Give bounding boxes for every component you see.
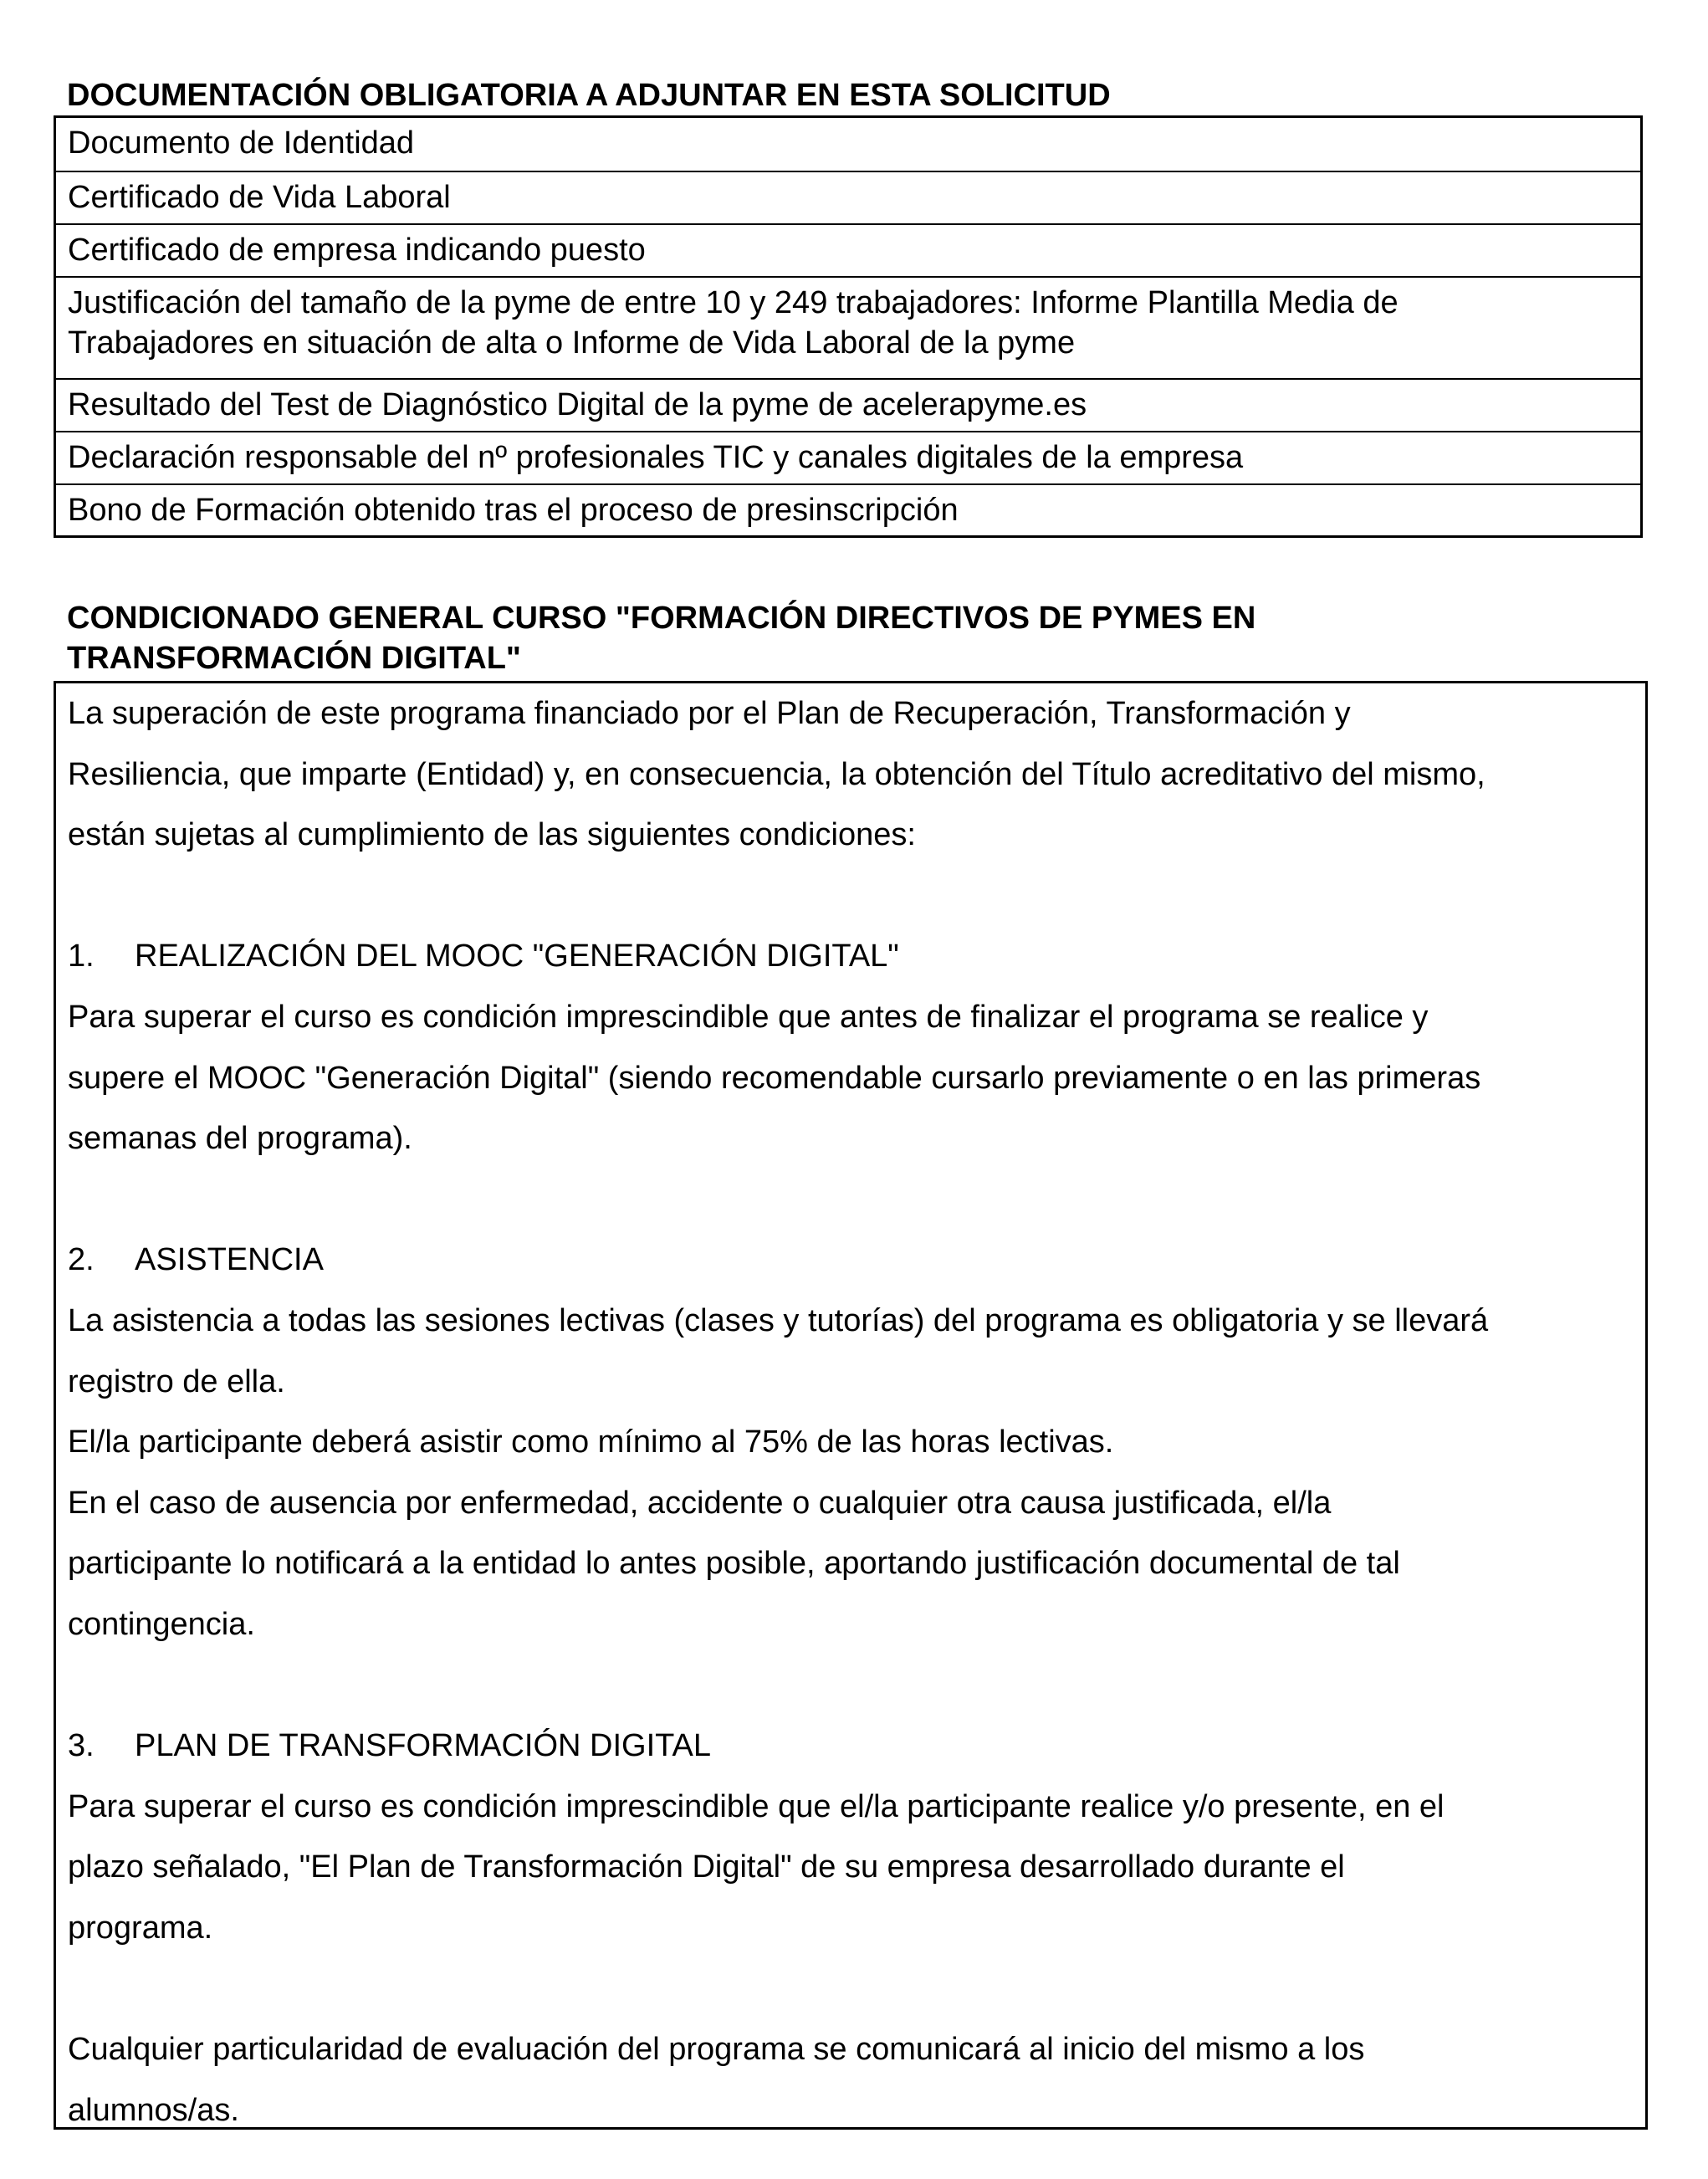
section-line: participante lo notificará a la entidad lo antes posible, aportando justificación documental de tal xyxy=(68,1546,1400,1582)
section-line: semanas del programa). xyxy=(68,1121,412,1157)
section-line: El/la participante deberá asistir como mínimo al 75% de las horas lectivas. xyxy=(68,1425,1114,1460)
row-text: Certificado de Vida Laboral xyxy=(68,180,451,215)
section-title-text: PLAN DE TRANSFORMACIÓN DIGITAL xyxy=(135,1728,712,1764)
section-number: 3. xyxy=(68,1728,95,1764)
row-text: Bono de Formación obtenido tras el proceso de presinscripción xyxy=(68,493,959,528)
conditions-heading-line: CONDICIONADO GENERAL CURSO "FORMACIÓN DIRECTIVOS DE PYMES EN xyxy=(67,601,1256,636)
section-line: plazo señalado, "El Plan de Transformación Digital" de su empresa desarrollado durante el xyxy=(68,1849,1345,1885)
section-title xyxy=(68,1230,1634,1291)
blank-line xyxy=(68,1169,1634,1230)
closing-line: alumnos/as. xyxy=(68,2092,239,2128)
section-line: contingencia. xyxy=(68,1606,255,1642)
section-line: Para superar el curso es condición imprescindible que el/la participante realice y/o presente, en el xyxy=(68,1788,1445,1824)
table-row xyxy=(56,223,1640,276)
section-title xyxy=(68,1716,1634,1777)
section-line: programa. xyxy=(68,1910,213,1946)
row-text: Resultado del Test de Diagnóstico Digital de la pyme de acelerapyme.es xyxy=(68,387,1087,422)
blank-line xyxy=(68,866,1634,927)
documentation-heading: DOCUMENTACIÓN OBLIGATORIA A ADJUNTAR EN ESTA SOLICITUD xyxy=(67,78,1111,113)
table-row xyxy=(56,171,1640,223)
section-line: registro de ella. xyxy=(68,1363,285,1399)
closing-line: Cualquier particularidad de evaluación del programa se comunicará al inicio del mismo a los xyxy=(68,2032,1365,2068)
documentation-table xyxy=(54,115,1643,538)
section-line: Para superar el curso es condición imprescindible que antes de finalizar el programa se realice y xyxy=(68,999,1429,1035)
section-line: La asistencia a todas las sesiones lectivas (clases y tutorías) del programa es obligatoria y se llevará xyxy=(68,1302,1489,1338)
table-row xyxy=(56,118,1640,171)
row-text: Declaración responsable del nº profesionales TIC y canales digitales de la empresa xyxy=(68,440,1244,475)
section-line: En el caso de ausencia por enfermedad, accidente o cualquier otra causa justificada, el/la xyxy=(68,1485,1332,1521)
section-title-text: REALIZACIÓN DEL MOOC "GENERACIÓN DIGITAL" xyxy=(135,939,899,974)
row-text: Justificación del tamaño de la pyme de entre 10 y 249 trabajadores: Informe Plantilla Media de xyxy=(68,285,1399,320)
blank-line xyxy=(68,1655,1634,1716)
row-text: Trabajadores en situación de alta o Informe de Vida Laboral de la pyme xyxy=(68,325,1076,361)
table-row xyxy=(56,276,1640,378)
row-text: Certificado de empresa indicando puesto xyxy=(68,233,646,268)
table-row xyxy=(56,378,1640,431)
section-number: 1. xyxy=(68,939,95,974)
section-title-text: ASISTENCIA xyxy=(135,1242,324,1278)
intro-line: Resiliencia, que imparte (Entidad) y, en consecuencia, la obtención del Título acreditativo del mismo, xyxy=(68,756,1486,792)
section-number: 2. xyxy=(68,1242,95,1278)
intro-line: están sujetas al cumplimiento de las siguientes condiciones: xyxy=(68,817,916,853)
conditions-heading xyxy=(67,598,1656,678)
blank-line xyxy=(68,1958,1634,2019)
section-line: supere el MOOC "Generación Digital" (siendo recomendable cursarlo previamente o en las primeras xyxy=(68,1060,1481,1096)
conditions-heading-line: TRANSFORMACIÓN DIGITAL" xyxy=(67,641,521,676)
table-row xyxy=(56,483,1640,535)
row-text: Documento de Identidad xyxy=(68,125,415,161)
intro-line: La superación de este programa financiado por el Plan de Recuperación, Transformación y xyxy=(68,696,1351,731)
section-title xyxy=(68,926,1634,987)
table-row xyxy=(56,431,1640,483)
conditions-box xyxy=(54,681,1648,2130)
